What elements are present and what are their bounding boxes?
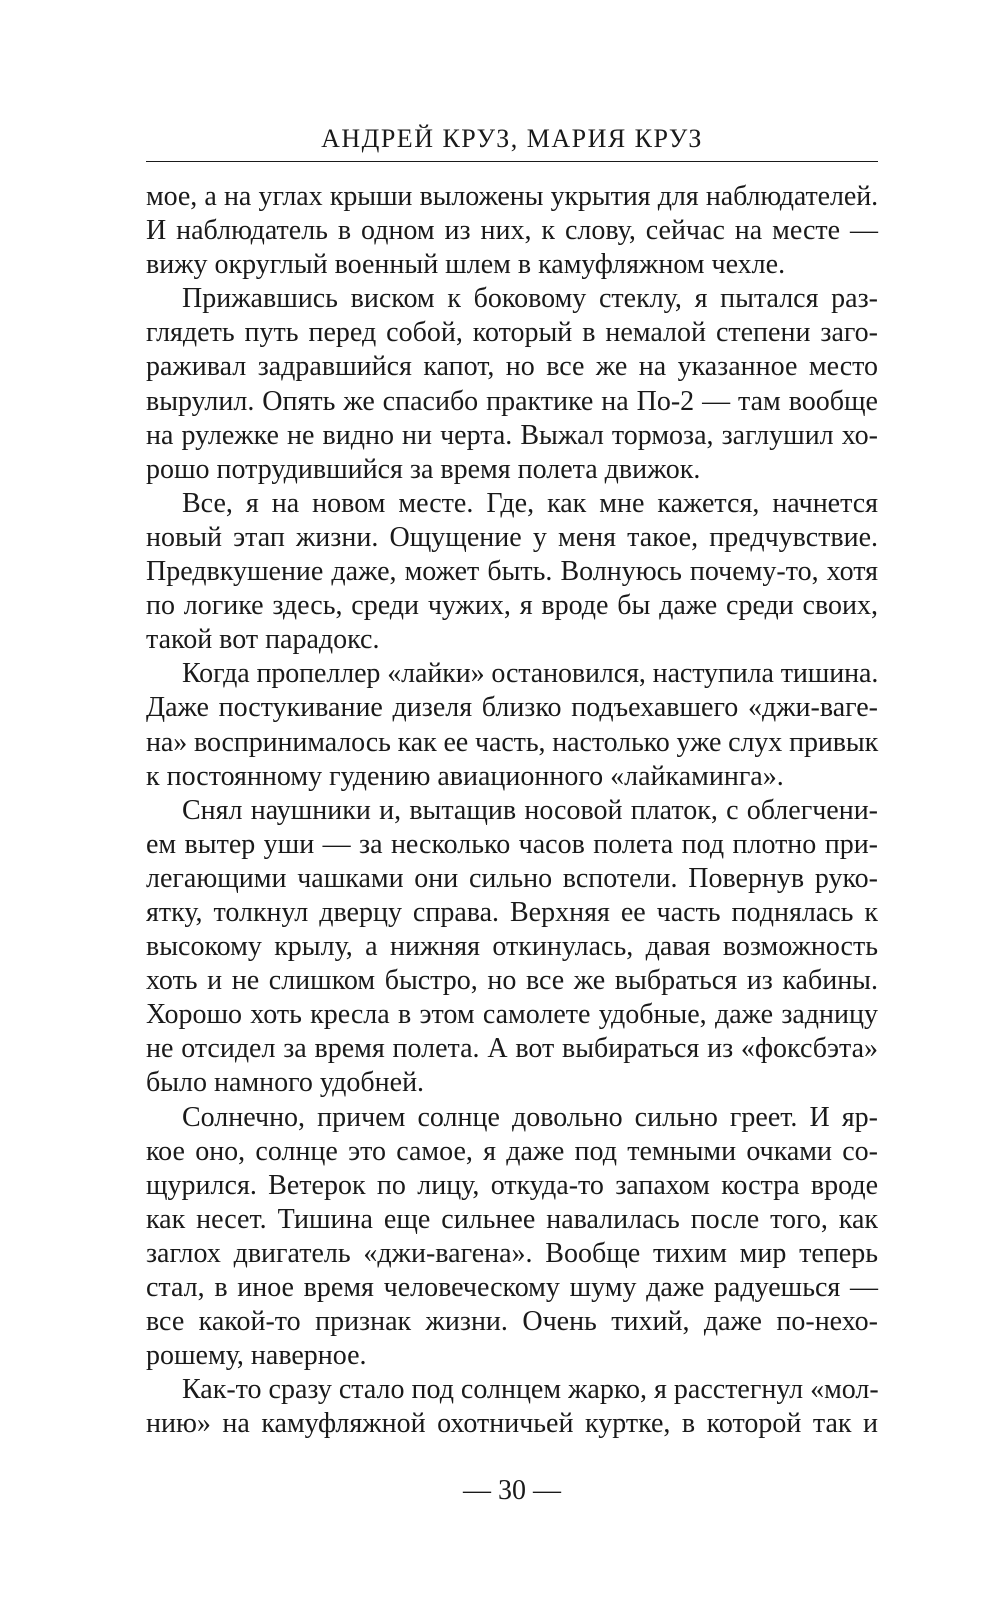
text-line: кое оно, солнце это самое, я даже под темными очками со-: [146, 1135, 878, 1167]
text-line: нию» на камуфляжной охотничьей куртке, в которой так и: [146, 1408, 878, 1440]
text-line: такой вот парадокс.: [146, 624, 380, 656]
text-line: Снял наушники и, вытащив носовой платок, с облегчени-: [182, 794, 878, 826]
text-line: на» воспринималось как ее часть, настолько уже слух привык: [146, 726, 879, 758]
page-number: — 30 —: [463, 1475, 561, 1506]
text-line: высокому крылу, а нижняя откинулась, давая возможность: [146, 931, 878, 963]
paragraph: [146, 657, 878, 793]
text-line: щурился. Ветерок по лицу, откуда-то запахом костра вроде: [146, 1169, 878, 1201]
text-line: Даже постукивание дизеля близко подъехавшего «джи-ваге-: [146, 692, 878, 724]
text-line: вижу округлый военный шлем в камуфляжном чехле.: [146, 249, 786, 281]
text-line: по логике здесь, среди чужих, я вроде бы даже среди своих,: [146, 590, 878, 622]
running-head: АНДРЕЙ КРУЗ, МАРИЯ КРУЗ: [321, 124, 703, 153]
text-line: не отсидел за время полета. А вот выбираться из «фоксбэта»: [146, 1033, 878, 1065]
text-line: все какой-то признак жизни. Очень тихий, даже по-нехо-: [146, 1306, 878, 1338]
text-line: Как-то сразу стало под солнцем жарко, я расстегнул «мол-: [182, 1374, 879, 1406]
text-line: ятку, толкнул дверцу справа. Верхняя ее часть поднялась к: [146, 896, 878, 928]
text-line: глядеть путь перед собой, который в немалой степени заго-: [146, 317, 878, 349]
paragraph: [146, 1101, 878, 1374]
text-line: заглох двигатель «джи-вагена». Вообще тихим мир теперь: [146, 1237, 878, 1269]
text-line: Все, я на новом месте. Где, как мне кажется, начнется: [182, 487, 878, 519]
text-line: к постоянному гудению авиационного «лайкаминга».: [146, 760, 784, 792]
text-line: стал, в иное время человеческому шуму даже радуешься —: [146, 1272, 878, 1303]
text-line: рошему, наверное.: [146, 1340, 367, 1372]
paragraph: [146, 180, 878, 282]
text-line: раживал задравшийся капот, но все же на указанное место: [146, 351, 878, 383]
text-line: как несет. Тишина еще сильнее навалилась после того, как: [146, 1203, 878, 1235]
paragraph: [146, 1373, 878, 1441]
paragraph: [146, 794, 878, 1101]
text-line: новый этап жизни. Ощущение у меня такое, предчувствие.: [146, 521, 878, 553]
text-line: ем вытер уши — за несколько часов полета под плотно при-: [146, 828, 878, 860]
text-line: рошо потрудившийся за время полета движок.: [146, 453, 701, 485]
header-rule: [146, 161, 878, 162]
text-line: Когда пропеллер «лайки» остановился, наступила тишина.: [182, 658, 879, 690]
paragraph: [146, 487, 878, 657]
text-line: было намного удобней.: [146, 1067, 425, 1099]
text-line: мое, а на углах крыши выложены укрытия для наблюдателей.: [146, 181, 878, 212]
text-line: Предвкушение даже, может быть. Волнуюсь почему-то, хотя: [146, 556, 878, 588]
text-line: Прижавшись виском к боковому стеклу, я пытался раз-: [182, 283, 878, 315]
text-line: Хорошо хоть кресла в этом самолете удобные, даже задницу: [146, 999, 878, 1031]
text-line: вырулил. Опять же спасибо практике на По-2 — там вообще: [146, 385, 878, 417]
body-text: [146, 180, 878, 1441]
text-line: на рулежке не видно ни черта. Выжал тормоза, заглушил хо-: [146, 419, 878, 451]
text-line: И наблюдатель в одном из них, к слову, сейчас на месте —: [146, 215, 878, 247]
paragraph: [146, 282, 878, 487]
text-line: хоть и не слишком быстро, но все же выбраться из кабины.: [146, 965, 878, 997]
text-line: легающими чашками они сильно вспотели. Повернув руко-: [146, 862, 878, 894]
text-line: Солнечно, причем солнце довольно сильно греет. И яр-: [182, 1101, 878, 1133]
